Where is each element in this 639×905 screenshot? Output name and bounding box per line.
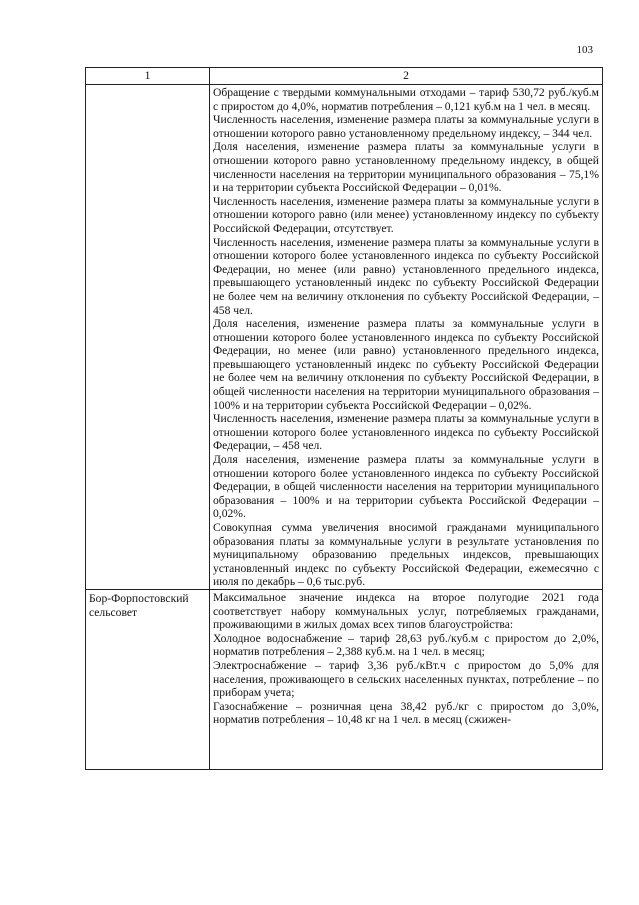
paragraph: Доля населения, изменение размера платы за коммунальные услуги в отношении которого более установленного индекса по субъекту Российской Федерации, но менее (или равно) установленного предельного индекса, превышающего установленный индекс по субъекту Российской Федерации не более чем на величину отклонения по субъекту Российской Федерации, в общей численности населения на территории муниципального образования – 100% и на территории субъекта Российской Федерации – 0,02%. [213, 317, 599, 412]
paragraph: Газоснабжение – розничная цена 38,42 руб./кг с приростом до 3,0%, норматив потребления – 10,48 кг на 1 чел. в месяц (сжижен- [213, 699, 599, 727]
paragraph: Численность населения, изменение размера платы за коммунальные услуги в отношении которого более установленного индекса по субъекту Российской Федерации, – 458 чел. [213, 412, 599, 453]
table-row [86, 589, 603, 769]
utility-index-table [85, 67, 603, 770]
paragraph: Доля населения, изменение размера платы за коммунальные услуги в отношении которого более установленного индекса по субъекту Российской Федерации, в общей численности населения на территории муниципального образования – 100% и на территории субъекта Российской Федерации – 0,02%. [213, 453, 599, 521]
municipality-cell [86, 85, 210, 590]
paragraph: Доля населения, изменение размера платы за коммунальные услуги в отношении которого равно установленному предельному индексу, в общей численности населения на территории муниципального образования – 75,1% и на территории субъекта Российской Федерации – 0,01%. [213, 140, 599, 195]
paragraph: Максимальное значение индекса на второе полугодие 2021 года соответствует набору коммунальных услуг, потребляемых гражданами, проживающими в жилых домах всех типов благоустройства: [213, 590, 599, 632]
page-number: 103 [576, 44, 593, 56]
paragraph: Электроснабжение – тариф 3,36 руб./кВт.ч с приростом до 5,0% для населения, проживающего в сельских населенных пунктах, потребление – по приборам учета; [213, 658, 599, 700]
paragraph: Обращение с твердыми коммунальными отходами – тариф 530,72 руб./куб.м с приростом до 4,0%, норматив потребления – 0,121 куб.м на 1 чел. в месяц. [213, 86, 599, 113]
table-header-row [86, 68, 603, 85]
description-cell [210, 85, 603, 590]
table-row [86, 85, 603, 590]
paragraph: Численность населения, изменение размера платы за коммунальные услуги в отношении которого равно установленному предельному индексу, – 344 чел. [213, 113, 599, 140]
column-header-description: 2 [210, 68, 603, 85]
column-header-municipality: 1 [86, 68, 210, 85]
description-cell [210, 589, 603, 769]
paragraph: Совокупная сумма увеличения вносимой гражданами муниципального образования платы за коммунальные услуги в результате установления по муниципальному образованию предельных индексов, превышающих установленный индекс по субъекту Российской Федерации, ежемесячно с июля по декабрь – 0,6 тыс.руб. [213, 521, 599, 589]
municipality-cell: Бор-Форпостовский сельсовет [86, 589, 210, 769]
paragraph: Холодное водоснабжение – тариф 28,63 руб./куб.м с приростом до 2,0%, норматив потребления – 2,388 куб.м. на 1 чел. в месяц; [213, 631, 599, 659]
paragraph: Численность населения, изменение размера платы за коммунальные услуги в отношении которого более установленного индекса по субъекту Российской Федерации, но менее (или равно) установленного предельного индекса, превышающего установленный индекс по субъекту Российской Федерации не более чем на величину отклонения по субъекту Российской Федерации, – 458 чел. [213, 235, 599, 317]
paragraph: Численность населения, изменение размера платы за коммунальные услуги в отношении которого равно (или менее) установленному индексу по субъекту Российской Федерации, отсутствует. [213, 194, 599, 235]
